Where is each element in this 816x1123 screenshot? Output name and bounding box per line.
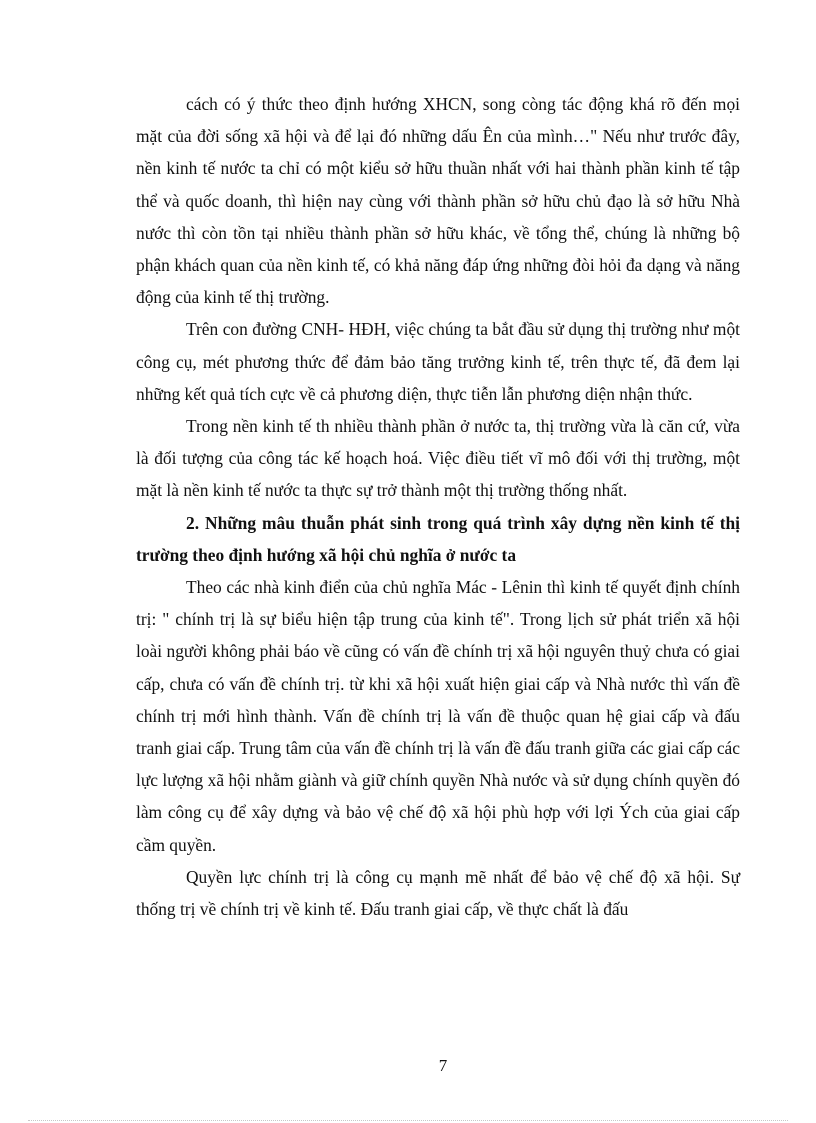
paragraph-1: cách có ý thức theo định hướng XHCN, song còng tác động khá rõ đến mọi mặt của đời sống xã hội và để lại đó những dấu Ên của mình…" Nếu như trước đây, nền kinh tế nước ta chỉ có một kiểu sở hữu thuần nhất với hai thành phần kinh tế tập thể và quốc doanh, thì hiện nay cùng với thành phần sở hữu chủ đạo là sở hữu Nhà nước thì còn tồn tại nhiều thành phần sở hữu khác, về tổng thể, chúng là những bộ phận khách quan của nền kinh tế, có khả năng đáp ứng những đòi hỏi đa dạng và năng động của kinh tế thị trường. [136, 94, 740, 308]
footer-divider [28, 1120, 788, 1121]
section-heading: 2. Những mâu thuẫn phát sinh trong quá trình xây dựng nền kinh tế thị trường theo định hướng xã hội chủ nghĩa ở nước ta [136, 512, 740, 565]
page-body [136, 88, 740, 925]
paragraph-3: Trong nền kinh tế th nhiều thành phần ở nước ta, thị trường vừa là căn cứ, vừa là đối tượng của công tác kế hoạch hoá. Việc điều tiết vĩ mô đối với thị trường, một mặt là nền kinh tế nước ta thực sự trở thành một thị trường thống nhất. [136, 416, 740, 501]
page-number: 7 [438, 1056, 448, 1075]
paragraph-2: Trên con đường CNH- HĐH, việc chúng ta bắt đầu sử dụng thị trường như một công cụ, mét phương thức để đảm bảo tăng trưởng kinh tế, trên thực tế, đã đem lại những kết quả tích cực về cả phương diện, thực tiễn lẫn phương diện nhận thức. [136, 319, 740, 404]
paragraph-4: Theo các nhà kinh điển của chủ nghĩa Mác - Lênin thì kinh tế quyết định chính trị: " chính trị là sự biểu hiện tập trung của kinh tế". Trong lịch sử phát triển xã hội loài người không phải báo về cũng có vấn đề chính trị xã hội nguyên thuỷ chưa có giai cấp, chưa có vấn đề chính trị. từ khi xã hội xuất hiện giai cấp và Nhà nước thì vấn đề chính trị mới hình thành. Vấn đề chính trị là vấn đề thuộc quan hệ giai cấp và đấu tranh giai cấp. Trung tâm của vấn đề chính trị là vấn đề đấu tranh giữa các giai cấp các lực lượng xã hội nhằm giành và giữ chính quyền Nhà nước và sử dụng chính quyền đó làm công cụ để xây dựng và bảo vệ chế độ xã hội phù hợp với lợi Ých của giai cấp cầm quyền. [136, 577, 740, 855]
paragraph-5: Quyền lực chính trị là công cụ mạnh mẽ nhất để bảo vệ chế độ xã hội. Sự thống trị về chính trị về kinh tế. Đấu tranh giai cấp, về thực chất là đấu [136, 866, 740, 920]
